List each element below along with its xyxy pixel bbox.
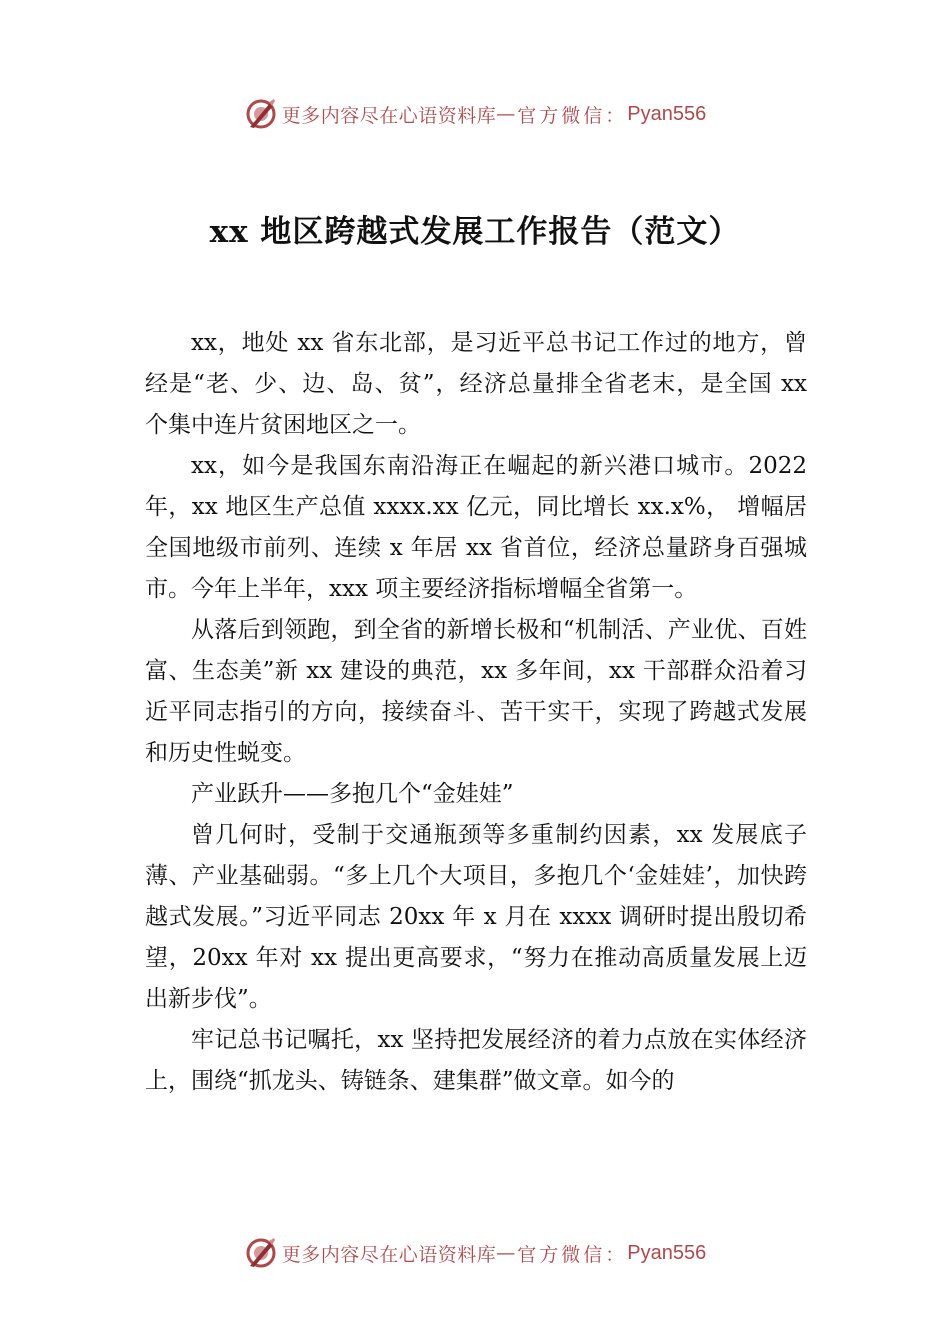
paragraph: xx，地处 xx 省东北部，是习近平总书记工作过的地方，曾经是“老、少、边、岛、贫”，经济总量排全省老末，是全国 xx 个集中连片贫困地区之一。 (145, 330, 807, 438)
banner-wechat-id: Pyan556 (627, 1241, 707, 1264)
header-banner (0, 94, 950, 134)
banner-wechat-label: 官方微信： (517, 104, 628, 127)
banner-dash: — (496, 1242, 516, 1264)
paragraph: 曾几何时，受制于交通瓶颈等多重制约因素，xx 发展底子薄、产业基础弱。“多上几个大项目，多抱几个‘金娃娃’，加快跨越式发展。”习近平同志 20xx 年 x 月在 xxxx 调研时提出殷切希望，20xx 年对 xx 提出更高要求，“努力在推动高质量发展上迈出新步伐”。 (145, 822, 807, 1012)
footer-banner (0, 1233, 950, 1273)
paragraph: 从落后到领跑，到全省的新增长极和“机制活、产业优、百姓富、生态美”新 xx 建设的典范，xx 多年间，xx 干部群众沿着习近平同志指引的方向，接续奋斗、苦干实干，实现了跨越式发展和历史性蜕变。 (145, 617, 807, 766)
paragraph: xx，如今是我国东南沿海正在崛起的新兴港口城市。2022 年，xx 地区生产总值 xxxx.xx 亿元，同比增长 xx.x%， 增幅居全国地级市前列、连续 x 年居 xx 省首位，经济总量跻身百强城市。今年上半年，xxx 项主要经济指标增幅全省第一。 (145, 453, 807, 602)
document-title: xx 地区跨越式发展工作报告（范文） (209, 214, 741, 250)
paragraph: 牢记总书记嘱托，xx 坚持把发展经济的着力点放在实体经济上，围绕“抓龙头、铸链条、建集群”做文章。如今的 (145, 1027, 807, 1094)
brush-seal-logo-icon (244, 1236, 278, 1270)
banner-tagline: 更多内容尽在心语资料库 (281, 104, 497, 127)
banner-tagline: 更多内容尽在心语资料库 (281, 1243, 497, 1266)
section-heading: 产业跃升——多抱几个“金娃娃” (191, 781, 514, 807)
banner-wechat-id: Pyan556 (627, 102, 707, 125)
brush-seal-logo-icon (244, 97, 278, 131)
banner-wechat-label: 官方微信： (517, 1243, 628, 1266)
document-body (145, 323, 807, 1102)
banner-dash: — (496, 103, 516, 125)
